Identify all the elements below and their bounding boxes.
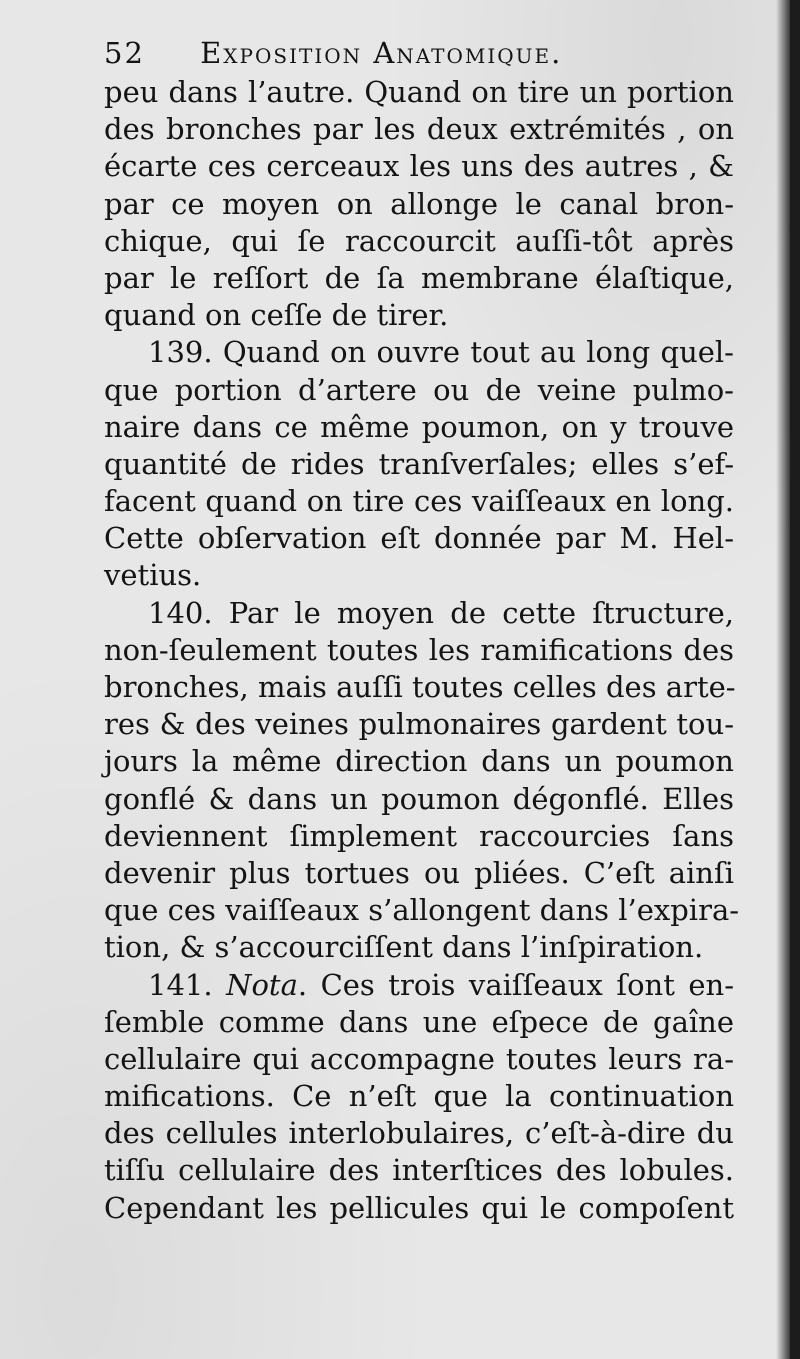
text-line: par le reſſort de ſa membrane élaſtique, bbox=[104, 260, 734, 295]
paragraph-140 bbox=[104, 595, 740, 967]
paragraph-continued bbox=[104, 74, 734, 334]
text-line: quand on ceſſe de tirer. bbox=[104, 298, 449, 333]
text-fragment: . Ces trois vaiſſeaux ſont en- bbox=[297, 967, 734, 1002]
text-line: bronches, mais auſſi toutes celles des arte- bbox=[104, 670, 736, 704]
text-line: ſemble comme dans une eſpece de gaîne bbox=[104, 1004, 734, 1039]
text-line: écarte ces cerceaux les uns des autres , & bbox=[104, 149, 734, 184]
paragraph-141 bbox=[104, 967, 734, 1227]
page-edge-shadow bbox=[776, 0, 790, 1359]
page-number: 52 bbox=[104, 36, 145, 70]
text-line: non-ſeulement toutes les ramifications des bbox=[104, 632, 734, 667]
text-line: naire dans ce même poumon, on y trouve bbox=[104, 409, 734, 444]
text-line: par ce moyen on allonge le canal bron- bbox=[104, 186, 734, 221]
text-line: tiſſu cellulaire des interſtices des lobules. bbox=[104, 1153, 734, 1188]
text-line: 140. Par le moyen de cette ſtructure, bbox=[148, 595, 734, 630]
text-line: peu dans l’autre. Quand on tire un portion bbox=[104, 75, 734, 109]
text-line: que ces vaiſſeaux s’allongent dans l’expira- bbox=[104, 893, 740, 928]
text-line: cellulaire qui accompagne toutes leurs ra- bbox=[104, 1041, 734, 1076]
text-line: res & des veines pulmonaires gardent tou- bbox=[104, 707, 734, 742]
text-line: deviennent ſimplement raccourcies ſans bbox=[104, 818, 734, 853]
text-line: quantité de rides tranſverſales; elles s’ef- bbox=[104, 446, 734, 481]
text-line: des cellules interlobulaires, c’eſt-à-dire du bbox=[104, 1116, 734, 1151]
text-line: que portion d’artere ou de veine pulmo- bbox=[104, 372, 734, 407]
paragraph-139 bbox=[104, 334, 734, 594]
text-line: jours la même direction dans un poumon bbox=[104, 744, 734, 779]
text-line bbox=[104, 967, 734, 1004]
text-line: vetius. bbox=[104, 558, 202, 593]
text-line: facent quand on tire ces vaiſſeaux en long. bbox=[104, 484, 734, 519]
text-line: 139. Quand on ouvre tout au long quel- bbox=[148, 335, 734, 370]
text-line: tion, & s’accourciſſent dans l’inſpiration. bbox=[104, 930, 704, 965]
text-line: mifications. Ce n’eſt que la continuation bbox=[104, 1079, 734, 1114]
paragraph-number: 141. bbox=[148, 967, 213, 1002]
nota-label: Nota bbox=[226, 967, 298, 1002]
body-text bbox=[104, 74, 740, 1227]
text-line: gonflé & dans un poumon dégonflé. Elles bbox=[104, 781, 734, 816]
running-title: Exposition Anatomique. bbox=[200, 36, 563, 70]
text-line: des bronches par les deux extrémités , on bbox=[104, 112, 734, 147]
text-line: devenir plus tortues ou pliées. C’eſt ainſi bbox=[104, 855, 734, 890]
text-line: Cependant les pellicules qui le compoſent bbox=[104, 1190, 734, 1225]
text-line: chique, qui ſe raccourcit auſſi-tôt après bbox=[104, 223, 734, 258]
text-line: Cette obſervation eſt donnée par M. Hel- bbox=[104, 521, 734, 556]
